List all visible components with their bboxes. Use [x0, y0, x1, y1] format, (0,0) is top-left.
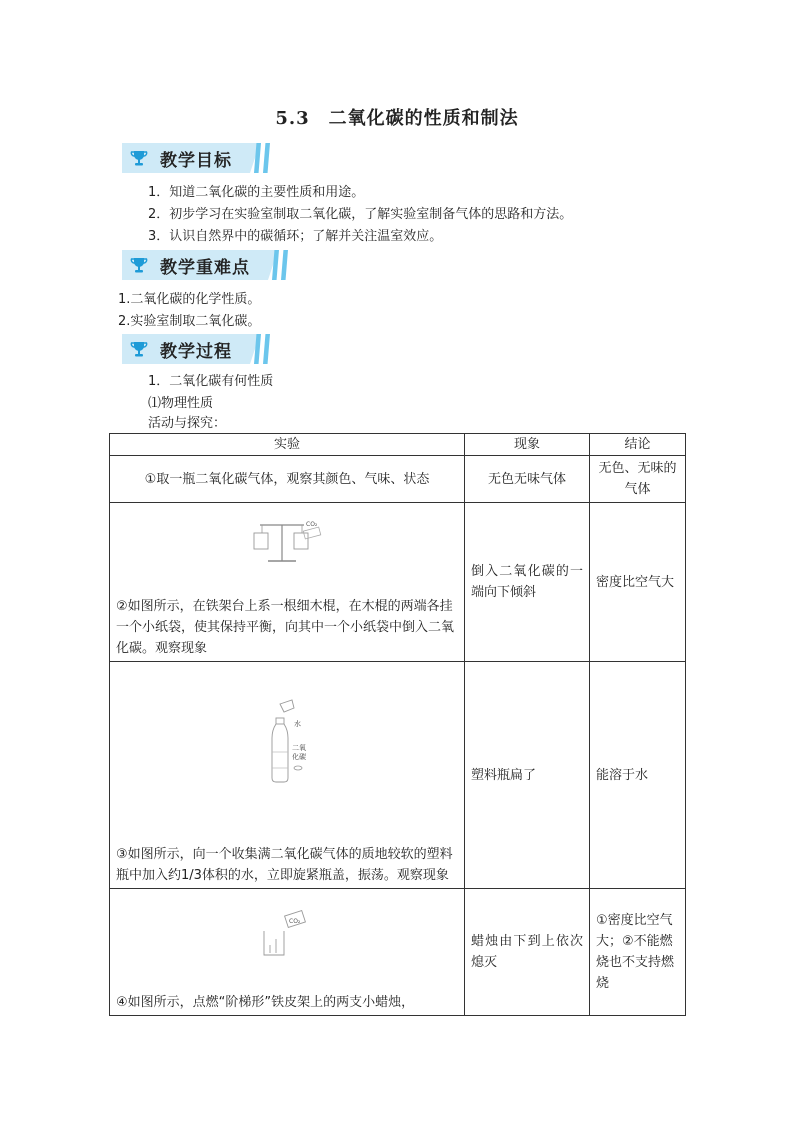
key-point-item: 1.二氧化碳的化学性质。 [118, 292, 261, 307]
table-row [110, 662, 686, 889]
figure-label: 化碳 [292, 753, 306, 761]
balance-figure [248, 517, 328, 565]
experiment-cell [110, 503, 465, 662]
phenomenon-cell: 无色无味气体 [465, 456, 590, 503]
process-line: 活动与探究： [148, 416, 227, 431]
figure-label: 二氧 [292, 744, 306, 752]
figure-label: 水 [294, 720, 301, 728]
conclusion-cell: 能溶于水 [590, 662, 686, 889]
table-row [110, 503, 686, 662]
objective-item: 3．认识自然界中的碳循环；了解并关注温室效应。 [148, 229, 443, 244]
process-line: 1．二氧化碳有何性质 [148, 374, 274, 389]
experiment-table [109, 433, 686, 1016]
trophy-icon [126, 143, 152, 173]
phenomenon-cell: 蜡烛由下到上依次熄灭 [465, 889, 590, 1016]
key-point-item: 2.实验室制取二氧化碳。 [118, 314, 261, 329]
trophy-icon [126, 250, 152, 280]
header-cell: 结论 [590, 434, 686, 456]
experiment-text: ④如图所示，点燃“阶梯形”铁皮架上的两支小蜡烛， [116, 995, 415, 1010]
table-row [110, 889, 686, 1016]
section-heading: 教学过程 [160, 341, 232, 362]
bottle-figure [262, 696, 312, 786]
objective-item: 1．知道二氧化碳的主要性质和用途。 [148, 185, 365, 200]
figure-label: CO₂ [289, 918, 301, 925]
process-line: ⑴物理性质 [148, 396, 214, 411]
header-cell: 实验 [110, 434, 465, 456]
objective-item: 2．初步学习在实验室制取二氧化碳，了解实验室制备气体的思路和方法。 [148, 207, 573, 222]
candle-figure [260, 909, 310, 959]
section-heading: 教学重难点 [160, 257, 250, 278]
experiment-text: ③如图所示，向一个收集满二氧化碳气体的质地较软的塑料瓶中加入约1/3体积的水，立即旋紧瓶盖，振荡。观察现象 [116, 847, 453, 883]
conclusion-cell: 密度比空气大 [590, 503, 686, 662]
trophy-icon [126, 334, 152, 364]
section-banner-objectives [122, 143, 232, 173]
section-banner-process [122, 334, 232, 364]
page-title: 5.3 二氧化碳的性质和制法 [275, 108, 519, 129]
conclusion-cell: 无色、无味的气体 [590, 456, 686, 503]
experiment-text: ②如图所示，在铁架台上系一根细木棍，在木棍的两端各挂一个小纸袋，使其保持平衡，向其中一个小纸袋中倒入二氧化碳。观察现象 [116, 599, 455, 656]
figure-label: CO₂ [306, 521, 318, 528]
table-header-row [110, 434, 686, 456]
table-row [110, 456, 686, 503]
experiment-cell [110, 662, 465, 889]
conclusion-cell: ①密度比空气大；②不能燃烧也不支持燃烧 [590, 889, 686, 1016]
phenomenon-cell: 塑料瓶扁了 [465, 662, 590, 889]
experiment-cell [110, 889, 465, 1016]
experiment-cell: ①取一瓶二氧化碳气体，观察其颜色、气味、状态 [110, 456, 465, 503]
phenomenon-cell: 倒入二氧化碳的一端向下倾斜 [465, 503, 590, 662]
header-cell: 现象 [465, 434, 590, 456]
section-heading: 教学目标 [160, 150, 232, 171]
section-banner-key-points [122, 250, 250, 280]
